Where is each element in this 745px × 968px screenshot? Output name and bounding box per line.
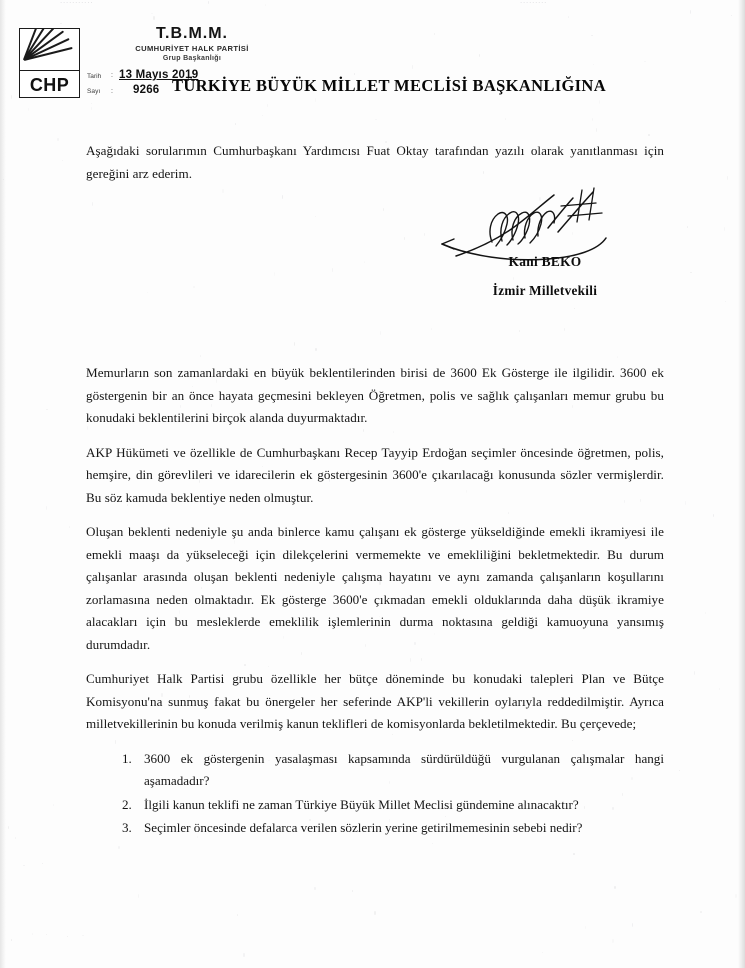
page-left-edge-shadow <box>0 0 6 968</box>
chp-logo-text: CHP <box>29 74 70 95</box>
number-label: Sayı <box>87 88 101 96</box>
date-separator: : <box>111 72 113 80</box>
scan-top-artifact <box>0 0 745 12</box>
page-right-edge-shadow <box>738 0 745 968</box>
question-item: 3600 ek göstergenin yasalaşması kapsamında sürdürüldüğü vurgulanan çalışmalar hangi aşamadadır? <box>144 750 664 789</box>
chp-logo <box>19 28 80 98</box>
intro-paragraph: Aşağıdaki sorularımın Cumhurbaşkanı Yardımcısı Fuat Oktay tarafından yazılı olarak yanıtlanması için gereğini arz ederim. <box>86 143 664 181</box>
signature-role: İzmir Milletvekili <box>492 283 598 298</box>
body-paragraph: AKP Hükümeti ve özellikle de Cumhurbaşkanı Recep Tayyip Erdoğan seçimler öncesinde öğretmen, polis, hemşire, din görevlileri ve idarecilerin ek göstergesinin 3600'e çıkarılacağı konusunda sözler vermişlerdir. Bu söz kamuda beklentiye neden olmuştur. <box>86 444 664 505</box>
document-title: TÜRKİYE BÜYÜK MİLLET MECLİSİ BAŞKANLIĞINA <box>172 76 606 95</box>
body-content <box>86 362 664 841</box>
scan-artifact-left: ........... <box>60 0 94 5</box>
letterhead-organization: T.B.M.M. <box>156 25 228 42</box>
body-paragraph: Oluşan beklenti nedeniyle şu anda binlerce kamu çalışanı ek gösterge yükseldiğinde emekli ikramiyesi ile emekli maaşı da yükseleceği için dilekçelerini vermemekte ve emekliliğini bekletmektedir. Bu durum çalışanlar arasında oluşan beklenti nedeniyle çalışma hayatını ve aynı zamanda çalışanların koşullarını zorlamasına neden olmaktadır. Ek gösterge 3600'e çıkmadan emekli olduklarında daha düşük ikramiye alacakları için bu mesleklerde emeklilik işlemlerinin durma noktasına geldiği kamuoyuna yansımış durumdadır. <box>86 524 664 652</box>
number-value: 9266 <box>133 84 160 97</box>
question-list <box>86 748 664 840</box>
handwritten-signature <box>430 186 660 264</box>
body-paragraph: Cumhuriyet Halk Partisi grubu özellikle her bütçe döneminde bu konudaki talepleri Plan ve Bütçe Komisyonu'na sunmuş fakat bu önergeler her seferinde AKP'li vekillerin oylarıyla reddedilmiştir. Ayrıca milletvekillerinin bu konuda verilmiş kanun teklifleri de komisyonlarda bekletilmektedir. Bu çerçevede; <box>86 671 664 732</box>
question-item: İlgili kanun teklifi ne zaman Türkiye Büyük Millet Meclisi gündemine alınacaktır? <box>144 796 579 812</box>
letterhead-party: CUMHURİYET HALK PARTİSİ <box>135 43 249 53</box>
date-value: 13 Mayıs 2019 <box>119 68 199 81</box>
letterhead-unit: Grup Başkanlığı <box>162 54 222 62</box>
signature-name: Kani BEKO <box>508 254 582 269</box>
chp-six-arrows-icon <box>20 29 79 71</box>
number-separator: : <box>111 87 113 95</box>
question-item: Seçimler öncesinde defalarca verilen sözlerin yerine getirilmemesinin sebebi nedir? <box>144 820 583 836</box>
date-label: Tarih <box>87 72 102 80</box>
scan-artifact-right: ......... <box>520 0 548 5</box>
body-paragraph: Memurların son zamanlardaki en büyük beklentilerinden birisi de 3600 Ek Gösterge ile ilgilidir. 3600 ek göstergenin bir an önce hayata geçmesini bekleyen Öğretmen, polis ve sağlık çalışanları memur grubu bu konudaki beklentilerini birçok alanda duyurmaktadır. <box>86 365 664 426</box>
signature-block <box>430 186 660 299</box>
